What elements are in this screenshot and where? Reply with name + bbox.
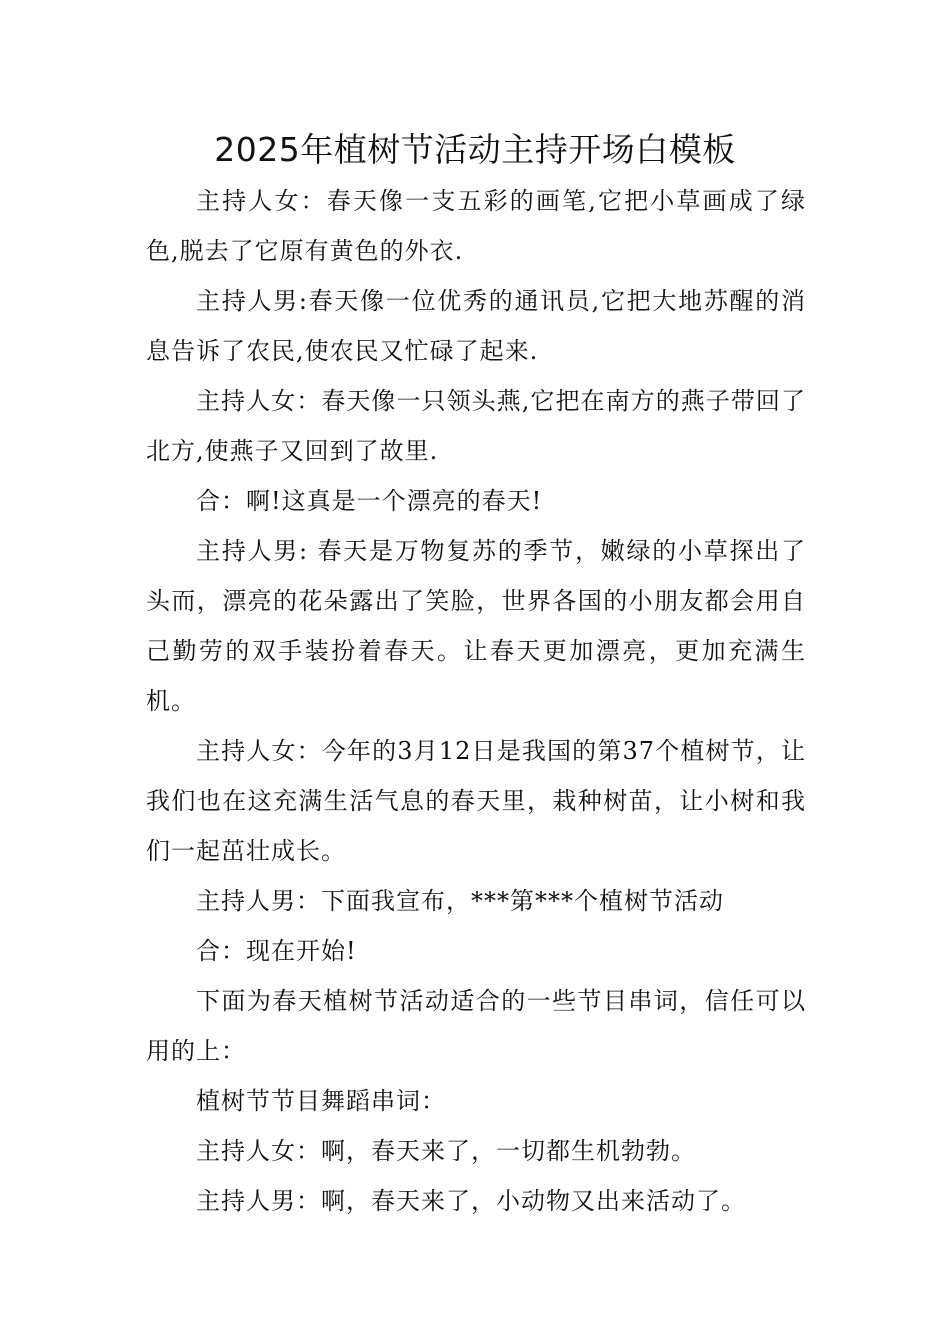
- paragraph: 下面为春天植树节活动适合的一些节目串词，信任可以用的上：: [146, 987, 806, 1065]
- paragraph: 主持人女：今年的3月12日是我国的第37个植树节，让我们也在这充满生活气息的春天里，栽种树苗，让小树和我们一起茁壮成长。: [146, 737, 806, 865]
- paragraph: 主持人男：啊，春天来了，小动物又出来活动了。: [196, 1187, 746, 1215]
- paragraph: 主持人男：下面我宣布，***第***个植树节活动: [196, 887, 724, 915]
- page-title: 2025年植树节活动主持开场白模板: [214, 130, 736, 169]
- paragraph: 主持人男:春天像一位优秀的通讯员,它把大地苏醒的消息告诉了农民,使农民又忙碌了起来.: [146, 287, 806, 365]
- paragraph: 植树节节目舞蹈串词：: [196, 1087, 446, 1115]
- paragraph: 主持人男: 春天是万物复苏的季节，嫩绿的小草探出了头而，漂亮的花朵露出了笑脸，世界各国的小朋友都会用自己勤劳的双手装扮着春天。让春天更加漂亮，更加充满生机。: [146, 537, 806, 715]
- paragraph: 合：现在开始!: [196, 937, 357, 965]
- paragraph: 合：啊!这真是一个漂亮的春天!: [196, 487, 543, 515]
- paragraph: 主持人女：春天像一支五彩的画笔,它把小草画成了绿色,脱去了它原有黄色的外衣.: [146, 187, 806, 265]
- paragraph: 主持人女：啊，春天来了，一切都生机勃勃。: [196, 1137, 696, 1165]
- document-body: [146, 176, 806, 1226]
- paragraph: 主持人女：春天像一只领头燕,它把在南方的燕子带回了北方,使燕子又回到了故里.: [146, 387, 806, 465]
